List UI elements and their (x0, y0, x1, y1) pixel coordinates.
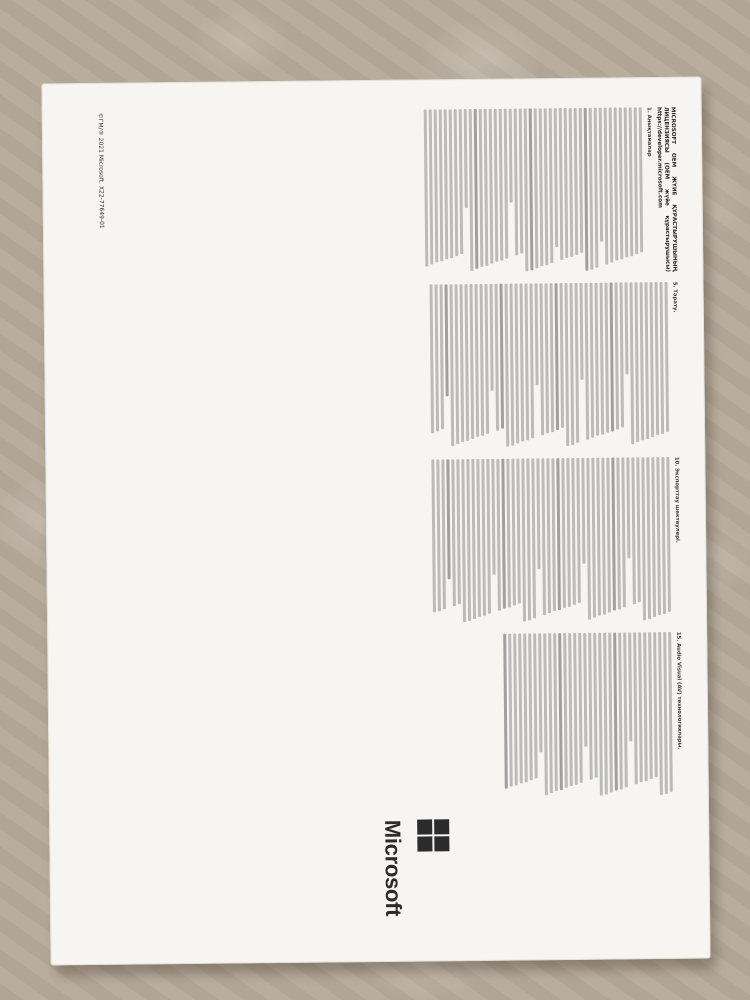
text-column-3 (79, 457, 681, 628)
text-line (584, 108, 589, 271)
text-line (596, 458, 601, 616)
text-line (624, 282, 628, 374)
column-title: 5. Тарату. (671, 281, 678, 313)
text-line (514, 109, 519, 256)
text-line (431, 459, 436, 612)
text-line (619, 282, 624, 427)
copyright-footer: ©ГМ/® 2021 Microsoft. X22-77649-01 (96, 112, 105, 229)
text-line (643, 632, 648, 781)
text-line (579, 283, 583, 380)
text-line (604, 108, 609, 265)
text-line (441, 459, 446, 609)
text-line (648, 632, 653, 779)
text-line (578, 633, 583, 783)
text-line (444, 109, 449, 259)
column-body (503, 632, 673, 799)
text-line (469, 109, 474, 271)
text-line (551, 458, 556, 611)
text-line (649, 282, 654, 437)
card-rotated-content (41, 77, 710, 966)
text-line (564, 283, 569, 446)
text-line (529, 108, 534, 270)
text-line (603, 633, 608, 795)
text-line (528, 633, 533, 780)
text-line (594, 108, 599, 268)
license-card (41, 77, 710, 966)
text-line (436, 459, 441, 611)
text-line (558, 633, 563, 790)
text-line (484, 284, 489, 434)
text-line (508, 634, 513, 787)
text-line (623, 632, 628, 787)
text-line (653, 632, 658, 777)
text-line (609, 283, 614, 432)
text-line (464, 284, 469, 441)
text-line (546, 458, 551, 613)
text-line (469, 284, 474, 439)
text-line (506, 459, 511, 608)
text-line (459, 284, 464, 442)
text-line (618, 632, 623, 789)
text-line (481, 459, 486, 616)
text-line (641, 457, 646, 620)
text-line (524, 108, 529, 271)
text-line (543, 633, 548, 795)
text-line (503, 634, 508, 789)
column-title: 1. Анықтамалар (646, 107, 653, 157)
text-line (501, 459, 506, 609)
text-columns (76, 107, 683, 803)
microsoft-logo (329, 819, 450, 950)
text-line (581, 458, 585, 564)
text-line (599, 283, 604, 435)
text-line (459, 109, 464, 254)
text-line (509, 284, 514, 446)
text-line (634, 282, 639, 442)
text-line (549, 283, 554, 432)
text-line (451, 459, 456, 606)
text-line (559, 283, 564, 428)
text-line (626, 457, 630, 558)
text-line (444, 284, 448, 396)
text-line (523, 633, 528, 782)
text-line (521, 458, 526, 621)
text-line (593, 633, 598, 778)
text-line (484, 109, 489, 266)
card-heading: MICROSOFT ОЕМ ЖҮЙЕ ҚҰРАСТЫРУШЫНЫҢ ЛИЦЕНЗИЯСЫ (ОЕМ жүйе құрастырушысы) https://developer.microsoft.com (655, 106, 678, 272)
text-line (564, 108, 569, 258)
text-line (614, 107, 619, 260)
text-line (601, 458, 606, 615)
text-line (583, 633, 587, 747)
text-line (598, 633, 603, 796)
text-line (554, 283, 559, 430)
text-line (573, 633, 578, 785)
text-line (539, 283, 544, 435)
text-line (646, 457, 651, 619)
text-line (638, 632, 643, 782)
text-line (424, 109, 429, 266)
text-line (439, 284, 444, 429)
text-line (568, 633, 573, 786)
text-line (434, 284, 439, 431)
text-line (553, 633, 558, 791)
text-line (494, 109, 499, 262)
text-line (586, 458, 591, 620)
text-line (569, 283, 574, 445)
text-line (666, 457, 671, 612)
text-line (534, 283, 538, 385)
text-line (496, 459, 501, 611)
text-line (616, 457, 621, 609)
text-line (449, 109, 454, 258)
text-line (489, 284, 493, 391)
text-line (631, 457, 636, 604)
text-line (526, 458, 531, 620)
text-line (574, 108, 579, 255)
text-line (634, 107, 639, 254)
text-column-1 (76, 107, 678, 278)
text-line (574, 283, 579, 443)
text-line (554, 108, 558, 247)
text-line (491, 459, 495, 575)
text-line (636, 457, 641, 602)
text-line (538, 633, 542, 752)
text-line (456, 459, 461, 604)
text-line (639, 107, 644, 252)
text-line (609, 108, 614, 263)
text-line (579, 108, 584, 253)
text-line (534, 108, 539, 268)
text-line (486, 459, 491, 614)
text-line (584, 283, 589, 440)
text-line (591, 458, 596, 618)
text-line (663, 632, 668, 794)
text-line (509, 109, 513, 203)
text-line (656, 457, 661, 615)
text-line (474, 109, 479, 269)
text-line (461, 459, 466, 622)
text-line (464, 109, 468, 208)
text-line (594, 283, 599, 436)
text-line (613, 632, 618, 790)
text-line (429, 284, 434, 433)
text-line (668, 632, 673, 792)
text-line (563, 633, 568, 788)
text-line (454, 284, 459, 444)
text-line (639, 282, 644, 440)
text-line (429, 109, 434, 264)
text-line (569, 108, 574, 257)
column-body (429, 282, 669, 449)
text-line (479, 109, 484, 267)
text-line (576, 458, 581, 603)
text-line (471, 459, 476, 619)
text-line (608, 633, 613, 793)
text-line (629, 282, 634, 444)
text-line (449, 284, 454, 446)
text-line (571, 458, 576, 605)
column-body (424, 107, 644, 274)
text-line (659, 282, 664, 434)
text-line (513, 634, 518, 786)
text-line (629, 107, 634, 256)
text-line (531, 458, 536, 618)
text-line (504, 109, 509, 259)
text-line (549, 108, 554, 263)
text-line (466, 459, 471, 621)
text-line (504, 284, 509, 447)
text-line (651, 457, 656, 617)
text-line (499, 109, 504, 261)
text-line (654, 282, 659, 435)
text-line (479, 284, 484, 436)
text-line (489, 109, 494, 264)
text-line (529, 283, 534, 438)
column-title: 15. Audio Visual (AV) технологиялары. (675, 631, 683, 750)
column-title: 10. Экспорттау шектеулері. (673, 456, 681, 543)
text-line (548, 633, 553, 793)
text-line (454, 109, 459, 256)
text-line (519, 283, 524, 441)
text-line (599, 108, 603, 242)
text-line (628, 632, 632, 741)
text-line (561, 458, 566, 608)
text-line (566, 458, 571, 607)
text-line (541, 458, 546, 615)
text-line (614, 282, 619, 429)
windows-squares-icon (417, 819, 449, 851)
text-line (499, 284, 504, 429)
column-body (431, 457, 671, 624)
text-line (589, 108, 594, 270)
text-line (533, 633, 538, 778)
text-line (624, 107, 629, 257)
text-line (494, 284, 499, 431)
text-line (518, 633, 523, 783)
text-line (511, 459, 516, 606)
text-line (544, 108, 549, 265)
text-line (539, 108, 544, 266)
text-line (559, 108, 564, 260)
text-column-4 (81, 632, 683, 803)
text-column-2 (78, 282, 680, 453)
text-line (644, 282, 649, 439)
text-line (588, 633, 593, 780)
text-line (606, 458, 611, 613)
text-line (619, 107, 624, 259)
text-line (516, 458, 521, 603)
text-line (446, 459, 450, 579)
text-line (524, 283, 529, 440)
text-line (474, 284, 479, 437)
text-line (664, 282, 669, 432)
text-line (658, 632, 663, 795)
text-line (536, 458, 540, 569)
text-line (611, 458, 616, 611)
text-line (604, 283, 609, 433)
text-line (633, 632, 638, 784)
text-line (556, 458, 561, 610)
text-line (519, 108, 524, 253)
text-line (439, 109, 444, 261)
text-line (589, 283, 594, 438)
text-line (514, 284, 519, 444)
text-line (434, 109, 439, 262)
text-line (544, 283, 549, 433)
text-line (476, 459, 481, 617)
text-line (621, 457, 626, 607)
brand-wordmark: Microsoft (380, 819, 407, 917)
text-line (661, 457, 666, 614)
